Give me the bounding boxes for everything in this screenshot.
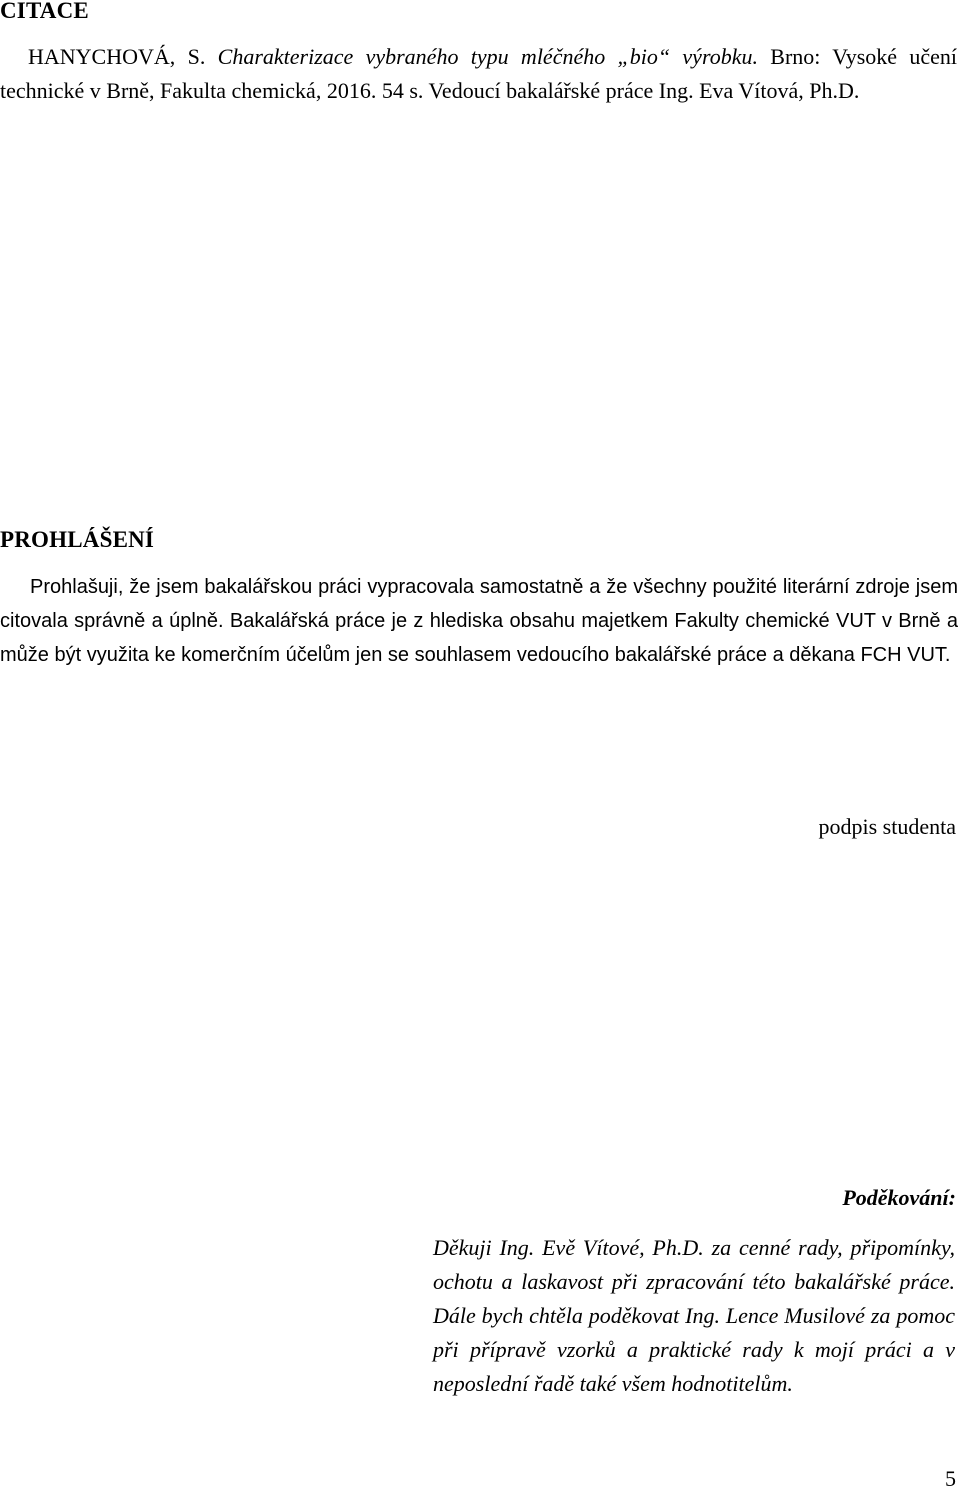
- citation-details: Brno: Vysoké učení technické v Brně, Fakulta chemická, 2016. 54 s. Vedoucí bakalářské práce Ing. Eva Vítová, Ph.D.: [0, 44, 958, 103]
- declaration-paragraph: Prohlašuji, že jsem bakalářskou práci vypracovala samostatně a že všechny použité literární zdroje jsem citovala správně a úplně. Bakalářská práce je z hlediska obsahu majetkem Fakulty chemické VUT v Brně a může být využita ke komerčním účelům jen se souhlasem vedoucího bakalářské práce a děkana FCH VUT.: [0, 576, 958, 666]
- acknowledgement-heading: Poděkování:: [842, 1185, 956, 1210]
- acknowledgement-paragraph: Děkuji Ing. Evě Vítové, Ph.D. za cenné rady, připomínky, ochotu a laskavost při zpracování této bakalářské práce. Dále bych chtěla poděkovat Ing. Lence Musilové za pomoc při přípravě vzorků a praktické rady k mojí práci a v neposlední řadě také všem hodnotitelům.: [433, 1235, 955, 1396]
- signature-label: podpis studenta: [818, 814, 956, 839]
- declaration-heading: PROHLÁŠENÍ: [0, 527, 155, 552]
- citation-paragraph: [0, 40, 957, 108]
- citation-title: Charakterizace vybraného typu mléčného „bio“ výrobku.: [217, 44, 758, 69]
- page-number: 5: [945, 1466, 956, 1491]
- citation-heading: CITACE: [0, 0, 89, 23]
- citation-author: HANYCHOVÁ, S.: [28, 44, 206, 69]
